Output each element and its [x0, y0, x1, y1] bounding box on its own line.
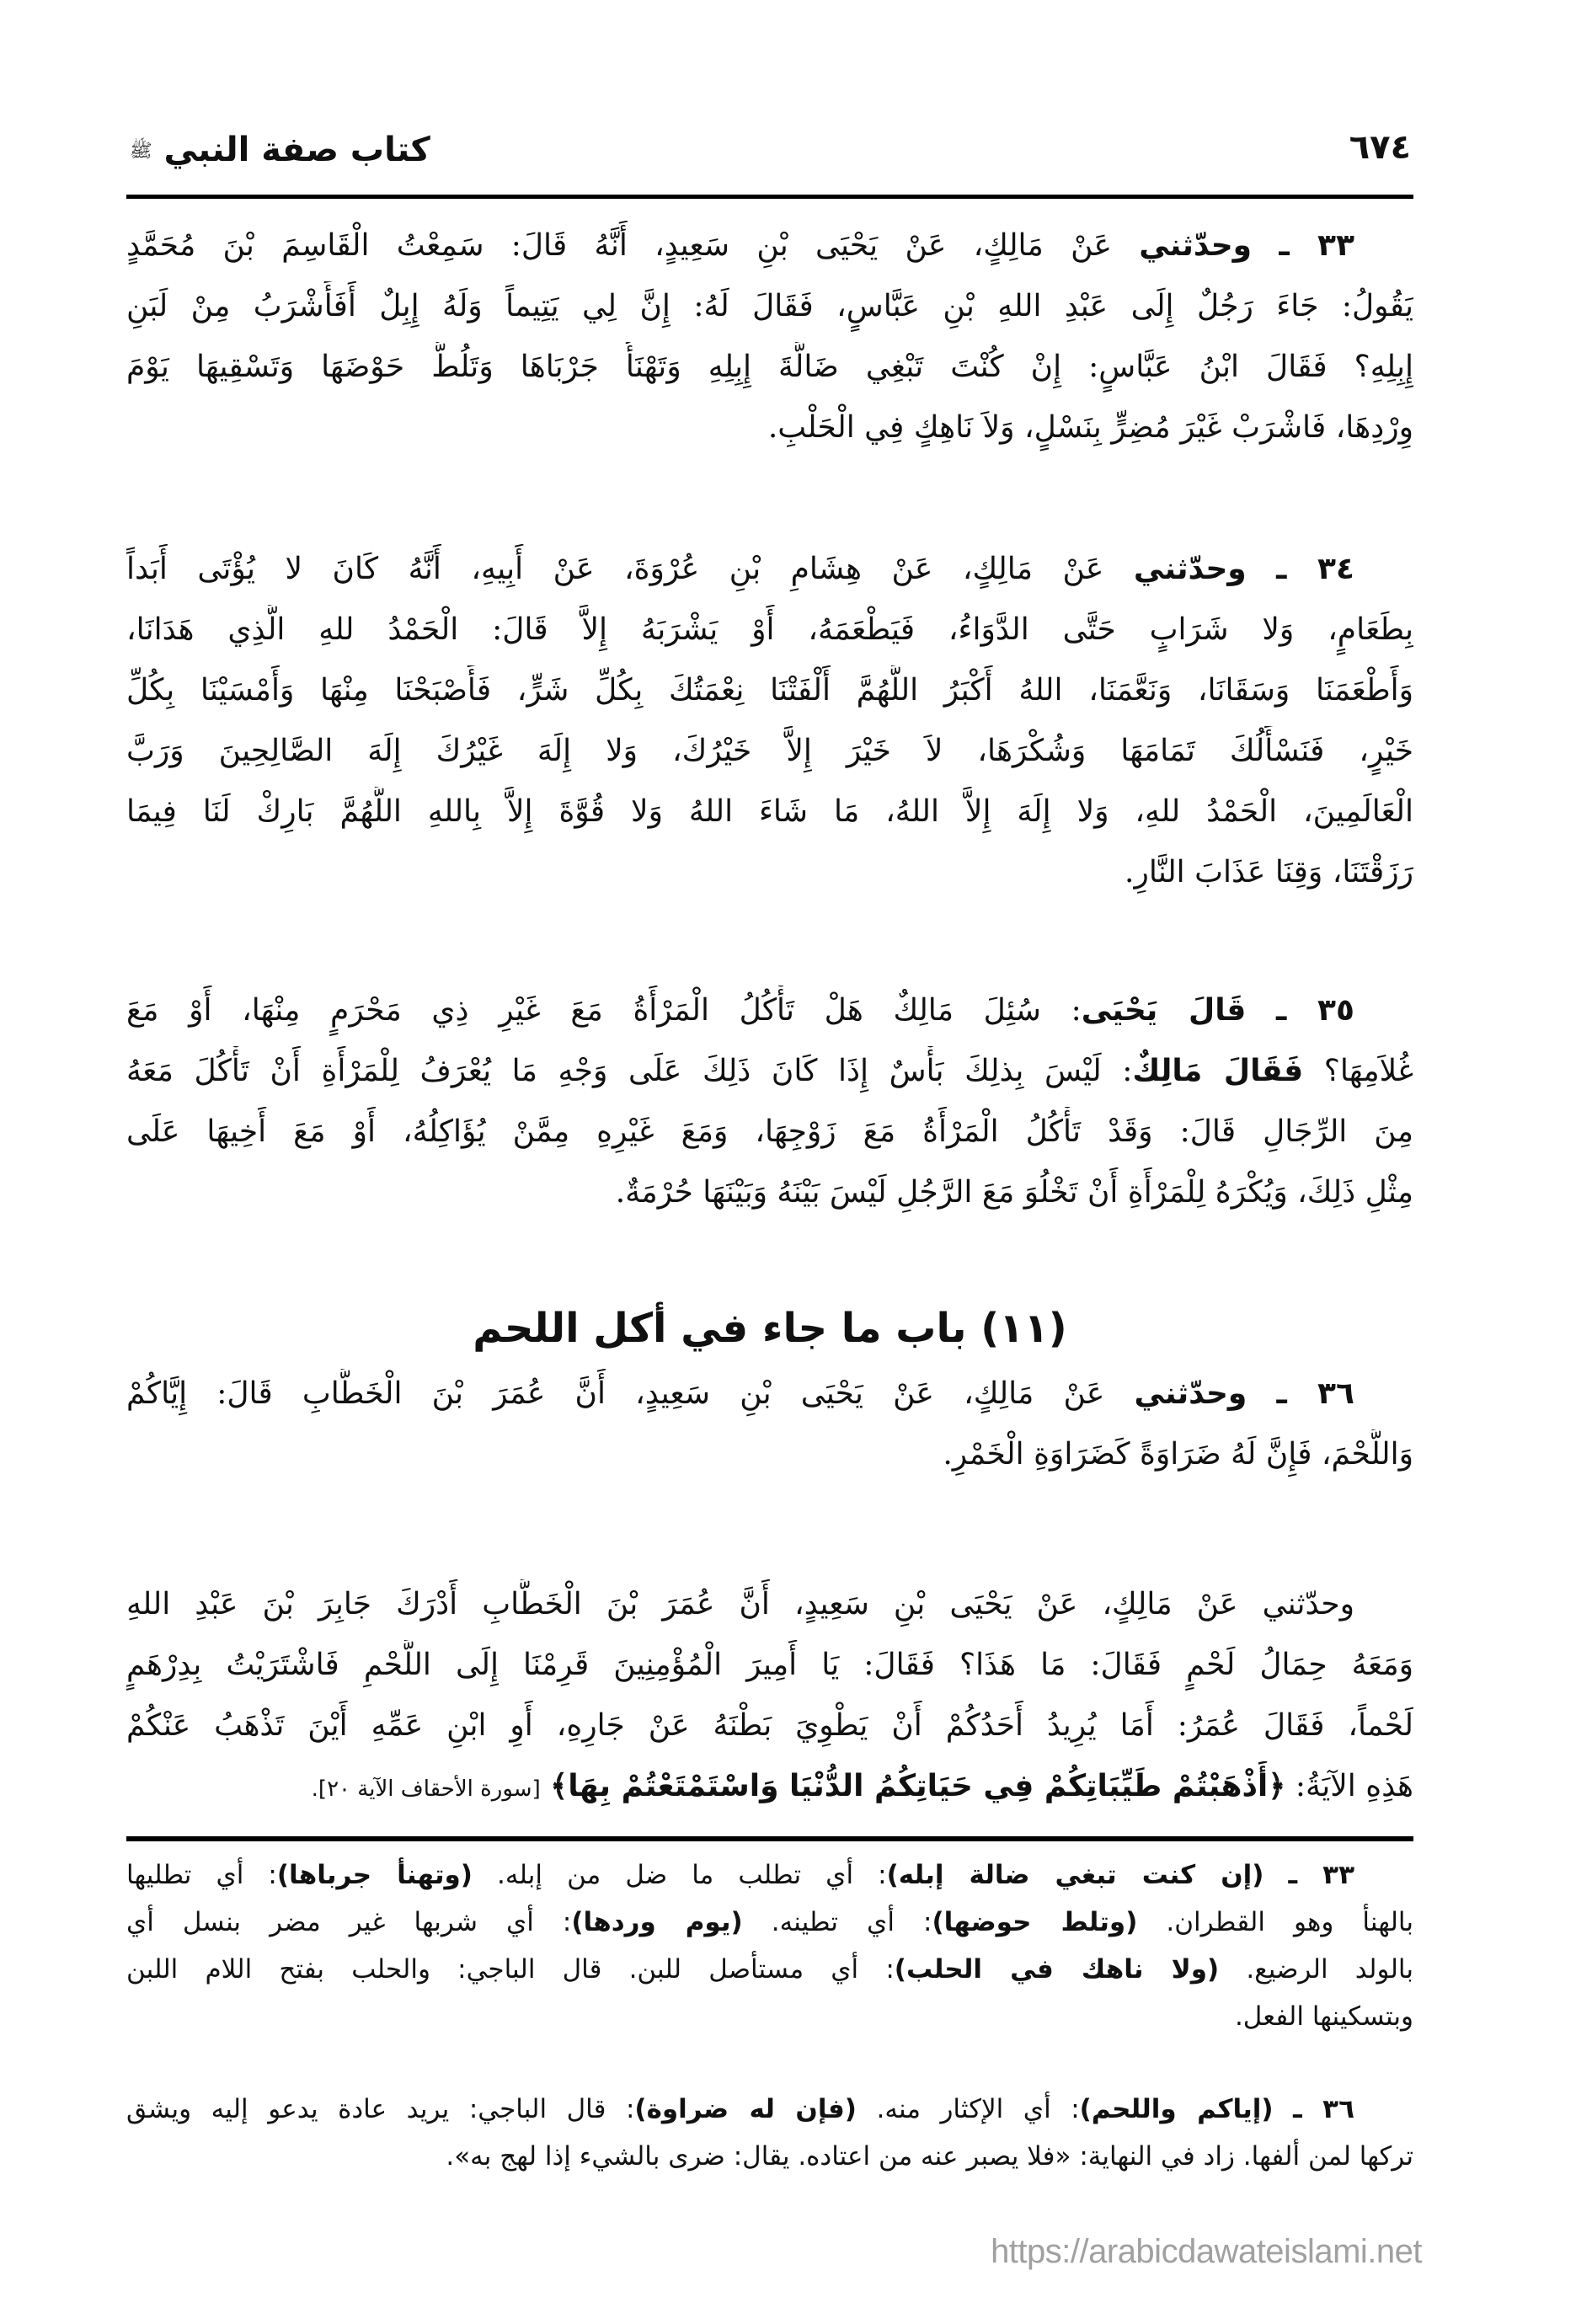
watermark-url: https://arabicdawateislami.net	[991, 2233, 1422, 2270]
text-line: وَاللَّحْمَ، فَإِنَّ لَهُ ضَرَاوَةً كَضَرَاوَةِ الْخَمْرِ.	[943, 1437, 1413, 1472]
quran-verse: ﴿أَذْهَبْتُمْ طَيِّبَاتِكُمْ فِي حَيَاتِكُمُ الدُّنْيَا وَاسْتَمْتَعْتُمْ بِهَا﴾	[550, 1769, 1286, 1803]
text-line: الْعَالَمِينَ، الْحَمْدُ للهِ، وَلا إِلَهَ إِلاَّ اللهُ، مَا شَاءَ اللهُ وَلا قُوَّةَ إِلاَّ بِاللهِ اللَّهُمَّ بَارِكْ لَنَا فِيمَا	[126, 794, 1413, 829]
footnote-line: وبتسكينها الفعل.	[1234, 2001, 1413, 2032]
header-rule	[126, 195, 1413, 199]
text-line: غُلاَمِهَا؟ فَقَالَ مَالِكٌ: لَيْسَ بِذلِكَ بَأْسٌ إِذَا كَانَ ذَلِكَ عَلَى وَجْهِ مَا يُعْرَفُ لِلْمَرْأَةِ أَنْ تَأْكُلَ مَعَهُ	[126, 1054, 1413, 1088]
hadith-lead: وحدّثني	[1139, 228, 1253, 263]
honorific-icon: ﷺ	[130, 141, 152, 162]
text-line: يَقُولُ: جَاءَ رَجُلٌ إِلَى عَبْدِ اللهِ بْنِ عَبَّاسٍ، فَقَالَ لَهُ: إِنَّ لِي يَتِيماً وَلَهُ إِبِلٌ أَفَأَشْرَبُ مِنْ لَبَنِ	[126, 289, 1413, 323]
text-line: إِبِلِهِ؟ فَقَالَ ابْنُ عَبَّاسٍ: إِنْ كُنْتَ تَبْغِي ضَالَّةَ إِبِلِهِ وَتَهْنَأُ جَرْبَاهَا وَتَلُطُّ حَوْضَهَا وَتَسْقِيهَا يَوْمَ	[126, 350, 1413, 384]
text-line: ٣٥ ـ قَالَ يَحْيَى: سُئِلَ مَالِكٌ هَلْ تَأْكُلُ الْمَرْأَةُ مَعَ غَيْرِ ذِي مَحْرَمٍ مِنْهَا، أَوْ مَعَ	[126, 993, 1354, 1028]
text-line: رَزَقْتَنَا، وَقِنَا عَذَابَ النَّارِ.	[1125, 855, 1413, 890]
text-line: هَذِهِ الآيَةُ: ﴿أَذْهَبْتُمْ طَيِّبَاتِكُمْ فِي حَيَاتِكُمُ الدُّنْيَا وَاسْتَمْتَعْتُمْ بِهَا﴾ [سورة الأحقاف الآية ٢٠].	[311, 1769, 1413, 1803]
hadith-lead: وحدّثني	[1134, 1376, 1247, 1411]
text-line: وحدّثني عَنْ مَالِكٍ، عَنْ يَحْيَى بْنِ سَعِيدٍ، أَنَّ عُمَرَ بْنَ الْخَطَّابِ أَدْرَكَ جَابِرَ بْنَ عَبْدِ اللهِ	[126, 1587, 1354, 1621]
hadith-number: ٣٥ ـ	[1276, 993, 1354, 1028]
footnote-line: بالهنأ وهو القطران. (وتلط حوضها): أي تطينه. (يوم وردها): أي شربها غير مضر بنسل أي	[126, 1907, 1413, 1937]
text-line: ٣٣ ـ وحدّثني عَنْ مَالِكٍ، عَنْ يَحْيَى بْنِ سَعِيدٍ، أَنَّهُ قَالَ: سَمِعْتُ الْقَاسِمَ بْنَ مُحَمَّدٍ	[126, 228, 1354, 263]
text-line: بِطَعَامٍ، وَلا شَرَابٍ حَتَّى الدَّوَاءُ، فَيَطْعَمَهُ، أَوْ يَشْرَبَهُ إِلاَّ قَالَ: الْحَمْدُ للهِ الَّذِي هَدَانَا،	[126, 612, 1413, 647]
footnote-line: ٣٣ ـ (إن كنت تبغي ضالة إبله): أي تطلب ما ضل من إبله. (وتهنأ جرباها): أي تطليها	[126, 1860, 1354, 1890]
hadith-number: ٣٦ ـ	[1276, 1376, 1354, 1411]
text-line: وَمَعَهُ حِمَالُ لَحْمٍ فَقَالَ: مَا هَذَا؟ فَقَالَ: يَا أَمِيرَ الْمُؤْمِنِينَ قَرِمْنَا إِلَى اللَّحْمِ فَاشْتَرَيْتُ بِدِرْهَمٍ	[126, 1648, 1413, 1682]
text-line: ٣٦ ـ وحدّثني عَنْ مَالِكٍ، عَنْ يَحْيَى بْنِ سَعِيدٍ، أَنَّ عُمَرَ بْنَ الْخَطَّابِ قَالَ: إِيَّاكُمْ	[126, 1376, 1354, 1411]
text-line: لَحْماً، فَقَالَ عُمَرُ: أَمَا يُرِيدُ أَحَدُكُمْ أَنْ يَطْوِيَ بَطْنَهُ عَنْ جَارِهِ، أَوِ ابْنِ عَمِّهِ أَيْنَ تَذْهَبُ عَنْكُمْ	[126, 1708, 1413, 1743]
hadith-number: ٣٤ ـ	[1276, 552, 1354, 586]
hadith-number: ٣٣ ـ	[1279, 228, 1354, 263]
text-line: وَأَطْعَمَنَا وَسَقَانَا، وَنَعَّمَنَا، اللهُ أَكْبَرُ اللَّهُمَّ أَلْفَتْنَا نِعْمَتُكَ بِكُلِّ شَرٍّ، فَأَصْبَحْنَا مِنْهَا وَأَمْسَيْنَا بِكُلِّ	[126, 673, 1413, 708]
text-line: وِرْدِهَا، فَاشْرَبْ غَيْرَ مُضِرٍّ بِنَسْلٍ، وَلاَ نَاهِكٍ فِي الْحَلْبِ.	[767, 410, 1413, 445]
text-line: مِنَ الرِّجَالِ قَالَ: وَقَدْ تَأْكُلُ الْمَرْأَةُ مَعَ زَوْجِهَا، وَمَعَ غَيْرِهِ مِمَّنْ يُؤَاكِلُهُ، أَوْ مَعَ أَخِيهَا عَلَى	[126, 1114, 1413, 1149]
footnote-rule	[126, 1836, 1413, 1841]
text-line: ٣٤ ـ وحدّثني عَنْ مَالِكٍ، عَنْ هِشَامِ بْنِ عُرْوَةَ، عَنْ أَبِيهِ، أَنَّهُ كَانَ لا يُؤْتَى أَبَداً	[126, 552, 1354, 586]
quran-citation: [سورة الأحقاف الآية ٢٠].	[311, 1776, 541, 1802]
book-title: كتاب صفة النبي	[163, 131, 430, 169]
text-line: مِثْلِ ذَلِكَ، وَيُكْرَهُ لِلْمَرْأَةِ أَنْ تَخْلُوَ مَعَ الرَّجُلِ لَيْسَ بَيْنَهُ وَبَيْنَهَا حُرْمَةٌ.	[615, 1175, 1413, 1210]
footnote-line: ٣٦ ـ (إياكم واللحم): أي الإكثار منه. (فإن له ضراوة): قال الباجي: يريد عادة يدعو إليه ويشق	[126, 2094, 1355, 2124]
speaker-label: فَقَالَ مَالِكٌ	[1132, 1054, 1304, 1088]
section-heading: (١١) باب ما جاء في أكل اللحم	[473, 1305, 1067, 1352]
text-line: خَيْرٍ، فَنَسْأَلُكَ تَمَامَهَا وَشُكْرَهَا، لاَ خَيْرَ إِلاَّ خَيْرُكَ، وَلا إِلَهَ غَيْرُكَ إِلَهَ الصَّالِحِينَ وَرَبَّ	[126, 734, 1413, 768]
footnote-line: تركها لمن ألفها. زاد في النهاية: «فلا يصبر عنه من اعتاده. يقال: ضرى بالشيء إذا لهج به».	[446, 2141, 1413, 2172]
footnote-number: ٣٣ ـ	[1288, 1860, 1354, 1890]
hadith-lead: قَالَ يَحْيَى	[1081, 993, 1247, 1028]
footnote-line: بالولد الرضيع. (ولا ناهك في الحلب): أي مستأصل للبن. قال الباجي: والحلب بفتح اللام اللبن	[126, 1954, 1413, 1985]
footnote-number: ٣٦ ـ	[1293, 2094, 1355, 2124]
running-title	[125, 126, 546, 175]
page-number: ٦٧٤	[1349, 128, 1411, 167]
hadith-lead: وحدّثني	[1133, 552, 1247, 586]
